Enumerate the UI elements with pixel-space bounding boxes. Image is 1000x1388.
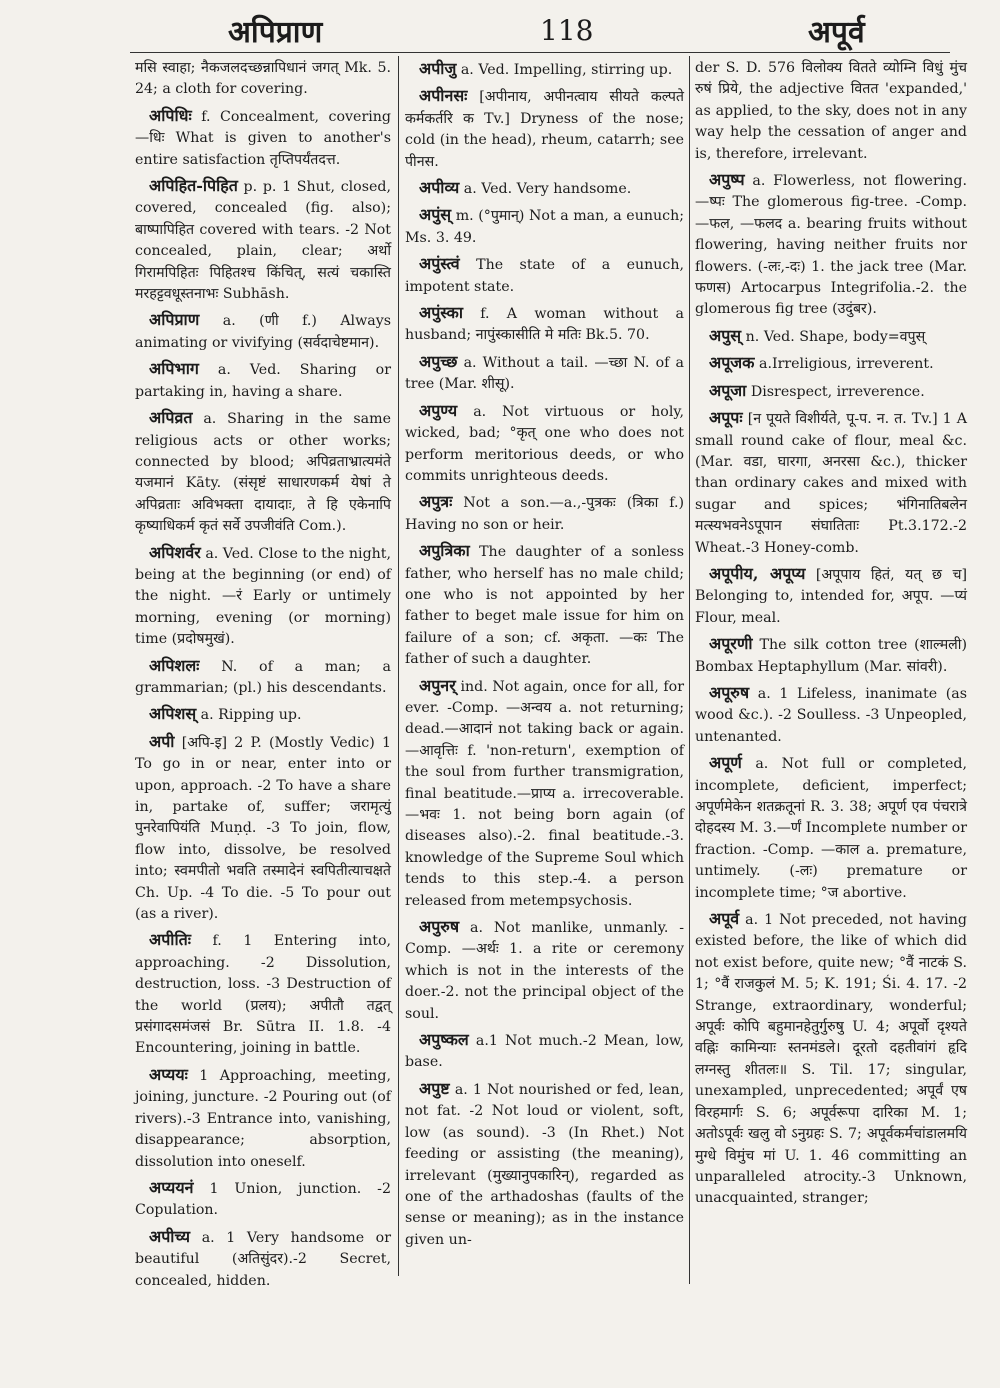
- dictionary-entry: [405, 540, 684, 670]
- entry-text: der S. D. 576 विलोक्य वितते व्योम्नि विधुं मुंच रुषं प्रिये, the adjective वितत 'expanded,' as applied, to the sky, does not in any way help the cessation of anger and is, therefore, irrelevant.: [695, 60, 967, 162]
- entry-text: p. p. 1 Shut, closed, covered, concealed (fig. also); बाष्पापिहित covered with tears. -2 Not concealed, plain, clear; अर्थो गिरामपिहितः पिहितश्च किंचित्, सत्यं चकास्ति मरहट्टवधूस्तनाभः Subhāsh.: [135, 179, 391, 303]
- dictionary-entry: [405, 204, 684, 249]
- entry-text: a. Ved. Sharing or partaking in, having a share.: [135, 362, 391, 400]
- dictionary-entry: [405, 177, 684, 200]
- column-divider-1: [398, 56, 399, 1276]
- dictionary-entry: [405, 351, 684, 396]
- dictionary-entry: [405, 916, 684, 1025]
- dictionary-entry: [135, 731, 391, 926]
- entry-text: a. (णी f.) Always animating or vivifying (सर्वदाचेष्टमान).: [135, 313, 391, 351]
- entry-headword: अपुत्रिका: [419, 541, 470, 561]
- entry-headword: अपी: [149, 731, 175, 751]
- dictionary-entry: [695, 380, 967, 403]
- entry-text: a. Without a tail. —च्छा N. of a tree (Mar. शीसू).: [405, 354, 685, 393]
- dictionary-entry: [135, 407, 391, 537]
- dictionary-entry: [135, 1226, 391, 1292]
- entry-text: The silk cotton tree (शाल्मली) Bombax Heptaphyllum (Mar. सांवरी).: [695, 637, 968, 675]
- entry-text: a.Irreligious, irreverent.: [759, 356, 934, 373]
- dictionary-entry: [695, 352, 967, 375]
- entry-headword: अपिप्राण: [149, 310, 200, 330]
- entry-text: The daughter of a sonless father, who herself has no male child; one who is not appointed by her father to beget male issue for him on failure of a son; cf. अकृता. —कः The father of such a daughter.: [405, 544, 684, 668]
- entry-headword: अपूर्ण: [709, 753, 742, 773]
- dictionary-entry: [695, 563, 967, 629]
- entry-headword: अपूपीय, अपूप्य: [709, 563, 806, 583]
- dictionary-entry: [135, 105, 391, 171]
- page-number: 118: [540, 14, 594, 47]
- entry-text: [अपि-इ] 2 P. (Mostly Vedic) 1 To go in or near, enter into or upon, approach. -2 To have a share in, partake of, suffer; जरामृत्युं पुनरेवापियंति Muṇḍ. -3 To join, flow, flow into, dissolve, be resolved into; स्वमपीतो भवति तस्मादेनं स्वपितीत्याचक्षते Ch. Up. -4 To die. -5 To pour out (as a river).: [135, 734, 391, 923]
- entry-headword: अपिव्रत: [149, 408, 193, 428]
- entry-headword: अपुरुष: [419, 917, 460, 937]
- entry-headword: अपिशर्वर: [149, 542, 201, 562]
- dictionary-entry: [405, 675, 684, 912]
- entry-headword: अपुंस्: [419, 205, 452, 225]
- entry-text: a. 1 Not nourished or fed, lean, not fat. -2 Not loud or violent, soft, low (as sound). -3 (In Rhet.) Not feeding or assisting (the meaning), irrelevant (मुख्यानुपकारिन्), regarded as one of the arthadoshas (faults of the sense or meaning); as in the instance given un-: [405, 1081, 684, 1248]
- entry-headword: अप्ययः: [149, 1064, 188, 1084]
- entry-headword: अपूरुष: [709, 682, 750, 702]
- entry-headword: अपीजु: [419, 59, 457, 78]
- right-guide-word: अपूर्व: [808, 15, 865, 50]
- dictionary-entry: [695, 633, 967, 678]
- entry-headword: अपीच्य: [149, 1226, 191, 1246]
- entry-text: a. Ripping up.: [200, 707, 302, 724]
- entry-text: m. (°पुमान्) Not a man, a eunuch; Ms. 3. 49.: [405, 208, 684, 246]
- dictionary-entry: [135, 655, 391, 700]
- column-divider-2: [689, 56, 690, 1284]
- dictionary-entry: [405, 1078, 684, 1251]
- dictionary-entry: [135, 1177, 391, 1222]
- entry-headword: अपीनसः: [419, 86, 468, 106]
- dictionary-entry: [695, 752, 967, 904]
- dictionary-entry: [135, 929, 391, 1059]
- dictionary-entry: [695, 407, 967, 559]
- dictionary-entry: [695, 169, 967, 321]
- dictionary-entry: [405, 85, 684, 173]
- entry-text: 1 Union, junction. -2 Copulation.: [135, 1180, 391, 1219]
- dictionary-entry: [695, 325, 967, 348]
- entry-text: f. Concealment, covering —धिः What is given to another's entire satisfaction तृप्तिपर्यंतदत्त.: [135, 108, 391, 168]
- column-1: [135, 58, 392, 1289]
- entry-headword: अपुण्य: [419, 400, 458, 420]
- dictionary-entry: [405, 302, 684, 347]
- entry-headword: अपिभाग: [149, 359, 199, 379]
- dictionary-entry: [405, 253, 684, 298]
- entry-text: a. Flowerless, not flowering. —ष्पः The glomerous fig-tree. -Comp. —फल, —फलद a. bearing fruits without flowering, having neither fruits nor flowers. (-लः,-दः) 1. the jack tree (Mar. फणस) Artocarpus Integrifolia.-2. the glomerous fig tree (उदुंबर).: [695, 173, 967, 318]
- entry-text: a. Not manlike, unmanly. -Comp. —अर्थः 1. a rite or ceremony which is not in the interests of the doer.-2. not the principal object of the soul.: [405, 920, 685, 1022]
- entry-text: a. 1 Lifeless, inanimate (as wood &c.). -2 Soulless. -3 Unpeopled, untenanted.: [695, 685, 967, 745]
- entry-text: a. Ved. Impelling, stirring up.: [460, 62, 673, 78]
- entry-headword: अपुच्छ: [419, 351, 458, 371]
- dictionary-entry: [405, 1029, 684, 1074]
- entry-text: ind. Not again, once for all, for ever. -Comp. —अन्वय a. not returning; dead.—आदानं not taking back or again. —आवृत्तिः f. 'non-return', exemption of the soul from further transmigration, final beatitude.—प्राप्य a. irrecoverable. —भवः 1. not being born again (of diseases also).-2. final beatitude.-3. knowledge of the Supreme Soul which tends to this step.-4. a person released from metempsychosis.: [405, 678, 684, 909]
- dictionary-entry: [135, 175, 391, 305]
- entry-text: [अपीनाय, अपीनत्वाय सीयते कल्पते कर्मकर्तरि क Tv.] Dryness of the nose; cold (in the head), rheum, catarrh; see पीनस.: [405, 89, 684, 170]
- entry-text: f. 1 Entering into, approaching. -2 Dissolution, destruction, loss. -3 Destruction of the world (प्रलय); अपीतौ तद्वत् प्रसंगादसमंजसं Br. Sūtra II. 1.8. -4 Encountering, joining in battle.: [135, 933, 392, 1057]
- entry-text: a.1 Not much.-2 Mean, low, base.: [405, 1033, 684, 1071]
- entry-text: [अपूपाय हितं, यत् छ च] Belonging to, intended for, अपूप. —प्यं Flour, meal.: [695, 566, 968, 626]
- entry-headword: अपुस्: [709, 325, 742, 345]
- dictionary-entry: [135, 309, 391, 354]
- entry-text: 1 Approaching, meeting, joining, juncture. -2 Pouring out (of rivers).-3 Entrance into, vanishing, disappearance; absorption, dissolution into oneself.: [135, 1067, 391, 1170]
- entry-text: n. Ved. Shape, body=वपुस्: [745, 328, 926, 345]
- entry-text: a. Ved. Close to the night, being at the beginning (or end) of the night. —रं Early or untimely morning, evening (or morning) time (प्रदोषमुखं).: [135, 545, 391, 648]
- entry-headword: अपूजक: [709, 353, 755, 373]
- dictionary-entry: [135, 1064, 391, 1173]
- entry-text: [न पूयते विशीर्यते, पू-प. न. त. Tv.] 1 A small round cake of flour, meal &c. (Mar. वडा, घारगा, अनरसा &c.), thicker than ordinary cakes and mixed with sugar and spices; भंगिनातिबलेन मत्स्यभवनेऽपूपान संघातिताः Pt.3.172.-2 Wheat.-3 Honey-comb.: [695, 411, 967, 556]
- dictionary-entry: [695, 682, 967, 748]
- entry-text: a. Sharing in the same religious acts or other works; connected by blood; अपिव्रताभ्रात्यमंते यजमानं Kāty. (संसृष्टं साधारणकर्म येषां ते अपिव्रताः अविभक्ता दायादाः, ते हि एकेनापि कृष्याधिकर्म कृतं सर्वे उपजीवंति Com.).: [135, 411, 391, 535]
- entry-headword: अपुत्रः: [419, 492, 453, 512]
- entry-text: a. 1 Not preceded, not having existed before, the like of which did not exist before, quite new; °वैं नाटकं S. 1; °वैं राजकुलं M. 5; K. 191; Śi. 4. 17. -2 Strange, extraordinary, wonderful; अपूर्वः कोपि बहुमानहेतुर्गुरुषु U. 4; अपूर्वो दृश्यते वह्निः कामिन्याः स्तनमंडले। दूरतो दहतीवांगं हृदि लग्नस्तु शीतलः॥ S. Til. 17; singular, unexampled, unprecedented; अपूर्वं एष विरहमार्गः S. 6; अपूर्वरूपा दारिका M. 1; अतोऽपूर्वः खलु वो ऽनुग्रहः S. 7; अपूर्वकर्मचांडालमयि मुग्धे विमुंच मां U. 1. 46 committing an unparalleled atrocity.-3 Unknown, unacquainted, stranger;: [695, 912, 967, 1207]
- entry-headword: अपूजा: [709, 380, 747, 400]
- dictionary-entry: [695, 908, 967, 1210]
- column-2: [405, 58, 684, 1283]
- entry-text: Disrespect, irreverence.: [750, 383, 925, 400]
- entry-headword: अपुंस्का: [419, 303, 463, 323]
- entry-headword: अपुष्ट: [419, 1078, 450, 1098]
- entry-headword: अप्ययनं: [149, 1177, 194, 1197]
- dictionary-entry: [405, 400, 684, 488]
- entry-headword: अपूर्व: [709, 909, 740, 929]
- entry-headword: अपिहित-पिहित: [149, 176, 238, 196]
- dictionary-entry: [135, 703, 391, 726]
- entry-headword: अपुष्कल: [419, 1030, 469, 1050]
- entry-headword: अपीतिः: [149, 930, 191, 950]
- entry-text: a. 1 Very handsome or beautiful (अतिसुंदर).-2 Secret, concealed, hidden.: [135, 1229, 392, 1289]
- dictionary-entry: [135, 542, 391, 651]
- entry-text: The state of a eunuch, impotent state.: [405, 257, 685, 295]
- dictionary-entry: [135, 358, 391, 403]
- dictionary-entry: [405, 491, 684, 536]
- entry-headword: अपिशलः: [149, 655, 200, 675]
- entry-text: f. A woman without a husband; नापुंस्कासीति मे मतिः Bk.5. 70.: [405, 306, 684, 344]
- entry-text: मसि स्वाहा; नैकजलदच्छन्नापिधानं जगत् Mk. 5. 24; a cloth for covering.: [135, 60, 391, 98]
- entry-text: a. Ved. Very handsome.: [463, 181, 632, 198]
- entry-text: Not a son.—a.,-पुत्रकः (त्रिका f.) Having no son or heir.: [405, 495, 684, 533]
- entry-text: a. Not virtuous or holy, wicked, bad; °कृत् one who does not perform meritorious deeds, or who commits unrighteous deeds.: [405, 403, 685, 484]
- dictionary-entry: [405, 58, 684, 81]
- entry-text: a. Not full or completed, incomplete, deficient, imperfect; अपूर्णमेकेन शतक्रतूनां R. 3. 38; अपूर्ण एव पंचरात्रे दोहदस्य M. 3.—र्णं Incomplete number or fraction. -Comp. —काल a. premature, untimely. (-लः) premature or incomplete time; °ज abortive.: [695, 756, 967, 901]
- dictionary-entry: [695, 58, 967, 165]
- entry-headword: अपिधिः: [149, 105, 192, 125]
- column-3: [695, 58, 967, 1288]
- left-guide-word: अपिप्राण: [228, 15, 323, 50]
- entry-headword: अपिशस्: [149, 704, 197, 724]
- entry-headword: अपूपः: [709, 408, 743, 428]
- dictionary-entry: [135, 58, 391, 101]
- entry-headword: अपुनर्: [419, 675, 456, 695]
- header-rule: [130, 52, 950, 53]
- entry-headword: अपूरणी: [709, 634, 753, 654]
- entry-headword: अपुंस्त्वं: [419, 254, 460, 274]
- entry-headword: अपीव्य: [419, 178, 460, 198]
- entry-text: N. of a man; a grammarian; (pl.) his descendants.: [135, 658, 392, 696]
- entry-headword: अपुष्प: [709, 170, 745, 190]
